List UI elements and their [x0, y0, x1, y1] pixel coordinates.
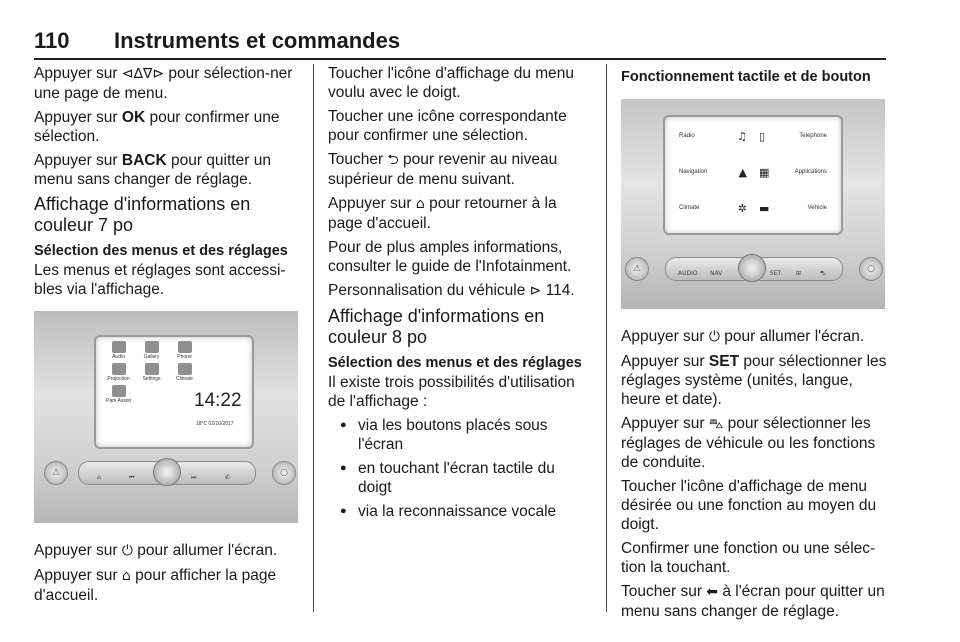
ok-key-label: OK [121, 109, 146, 126]
app-grid [102, 341, 202, 404]
car-icon: ⛍ [708, 416, 724, 432]
app-phone: Phone [168, 341, 201, 360]
app-climate: Climate [168, 363, 201, 382]
app-audio: Audio [102, 341, 135, 360]
set-button-label: SET [770, 270, 782, 277]
column-divider-2 [606, 64, 607, 612]
navigation-icon: ▲ [738, 165, 747, 179]
column-2 [328, 64, 590, 526]
applications-icon: ▦ [759, 165, 770, 179]
nav-button-label: NAV [710, 270, 723, 277]
display-7in-figure [34, 311, 298, 523]
list-item: ● en touchant l'écran tactile du doigt [328, 459, 590, 497]
usage-list [328, 416, 590, 521]
hazard-icon: ⚠ [44, 461, 68, 485]
power-volume-knob [738, 254, 766, 282]
app-vehicle: ▬ Vehicle [753, 199, 833, 217]
media-icon: ⊞ [796, 270, 802, 277]
list-item: ● via la reconnaissance vocale [328, 502, 590, 521]
back-key-label: BACK [121, 152, 167, 169]
display-screen [94, 335, 254, 449]
set-key-label: SET [708, 353, 740, 370]
paragraph-back: Appuyer sur BACK pour quitter un menu sans changer de réglage. [34, 152, 271, 188]
paragraph-select-page: Appuyer sur ⊲∆∇⊳ pour sélection-ner une page de menu. [34, 65, 293, 102]
page-header [34, 28, 886, 54]
paragraph-home-page: Appuyer sur ⌂ pour afficher la page d'accueil. [34, 567, 277, 604]
subheading-menu-selection: Sélection des menus et des réglages [328, 355, 582, 371]
power-icon: ⏻ [708, 329, 720, 345]
app-gallery: Gallery [135, 341, 168, 360]
gallery-icon [145, 341, 159, 353]
app-park-assist: Park Assist [102, 385, 135, 404]
phone-icon [178, 341, 192, 353]
paragraph-three-ways: Il existe trois possibilités d'utilisation de l'affichage : [328, 374, 575, 410]
paragraph-confirm-touch: Confirmer une fonction ou une sélec-tion la touchant. [621, 540, 876, 576]
paragraph-power-on: Appuyer sur ⏻ pour allumer l'écran. [34, 542, 278, 559]
home-icon: ⌂ [415, 196, 425, 212]
music-note-icon: ♫ [737, 129, 747, 143]
audio-button-label: AUDIO [678, 270, 698, 277]
display-screen [663, 115, 843, 235]
column-3 [621, 64, 887, 626]
home-button-icon: ⌂ [97, 474, 101, 481]
page-reference-icon: ⊳ [529, 283, 542, 299]
home-icon: ⌂ [121, 568, 131, 584]
app-telephone: ▯ Telephone [753, 127, 833, 145]
back-arrow-icon: ⬅ [706, 584, 719, 600]
side-button-icon: ○ [272, 461, 296, 485]
paragraph-more-info: Pour de plus amples informations, consulter le guide de l'Infotainment. [328, 239, 572, 275]
subheading-touch-buttons: Fonctionnement tactile et de bouton [621, 69, 871, 85]
next-icon: ⏭ [191, 474, 197, 481]
app-radio: Radio ♫ [673, 127, 753, 145]
paragraph-back-level: Toucher ⮌ pour revenir au niveau supérieur de menu suivant. [328, 151, 558, 188]
paragraph-confirm: Toucher une icône correspondante pour confirmer une sélection. [328, 108, 567, 144]
paragraph-vehicle-personalisation: Personnalisation du véhicule ⊳ 114. [328, 282, 575, 299]
music-note-icon [112, 341, 126, 353]
paragraph-set: Appuyer sur SET pour sélectionner les réglages système (unités, langue, heure et date). [621, 353, 887, 408]
app-navigation: Navigation ▲ [673, 163, 753, 181]
park-assist-icon [112, 385, 126, 397]
climate-icon [178, 363, 192, 375]
phone-icon: ▯ [759, 129, 766, 143]
app-projection: Projection [102, 363, 135, 382]
car-icon: ⛍ [820, 270, 827, 277]
paragraph-touch-menu: Toucher l'icône d'affichage de menu désirée ou une fonction au moyen du doigt. [621, 478, 877, 533]
paragraph-menus-access: Les menus et réglages sont accessi-bles via l'affichage. [34, 262, 286, 298]
paragraph-exit-menu: Toucher sur ⬅ à l'écran pour quitter un menu sans changer de réglage. [621, 583, 885, 620]
subheading-menu-selection: Sélection des menus et des réglages [34, 243, 288, 259]
paragraph-vehicle-settings: Appuyer sur ⛍ pour sélectionner les réglages de véhicule ou les fonctions de conduite. [621, 415, 876, 471]
display-8in-figure [621, 99, 885, 309]
clock: 14:22 [194, 390, 242, 411]
paragraph-power-on: Appuyer sur ⏻ pour allumer l'écran. [621, 328, 865, 345]
page-title: Instruments et commandes [114, 28, 401, 53]
paragraph-ok: Appuyer sur OK pour confirmer une sélection. [34, 109, 280, 145]
projection-icon [112, 363, 126, 375]
app-settings: Settings [135, 363, 168, 382]
hazard-icon: ⚠ [625, 257, 649, 281]
paragraph-touch-icon: Toucher l'icône d'affichage du menu voulu avec le doigt. [328, 65, 575, 101]
column-divider-1 [313, 64, 314, 612]
page-number: 110 [34, 28, 70, 53]
vehicle-icon: ▬ [759, 201, 770, 215]
phone-button-icon: ✆ [225, 474, 231, 481]
column-1 [34, 64, 298, 610]
section-heading-7in: Affichage d'informations en couleur 7 po [34, 194, 251, 235]
app-grid [673, 127, 833, 217]
power-icon: ⏻ [121, 543, 133, 559]
paragraph-return-home: Appuyer sur ⌂ pour retourner à la page d'accueil. [328, 195, 557, 232]
power-volume-knob [153, 458, 181, 486]
settings-icon [145, 363, 159, 375]
list-item: ● via les boutons placés sous l'écran [328, 416, 590, 454]
app-climate: Climate ✲ [673, 199, 753, 217]
header-rule [34, 58, 886, 60]
temperature-date: 18°C 02/10/2017 [196, 421, 234, 427]
side-button-icon: ○ [859, 257, 883, 281]
previous-icon: ⏮ [129, 474, 135, 481]
section-heading-8in: Affichage d'informations en couleur 8 po [328, 306, 545, 347]
app-applications: ▦ Applications [753, 163, 833, 181]
climate-icon: ✲ [737, 201, 747, 215]
arrow-buttons-icon: ⊲∆∇⊳ [121, 66, 165, 82]
back-arrow-icon: ⮌ [387, 152, 399, 168]
